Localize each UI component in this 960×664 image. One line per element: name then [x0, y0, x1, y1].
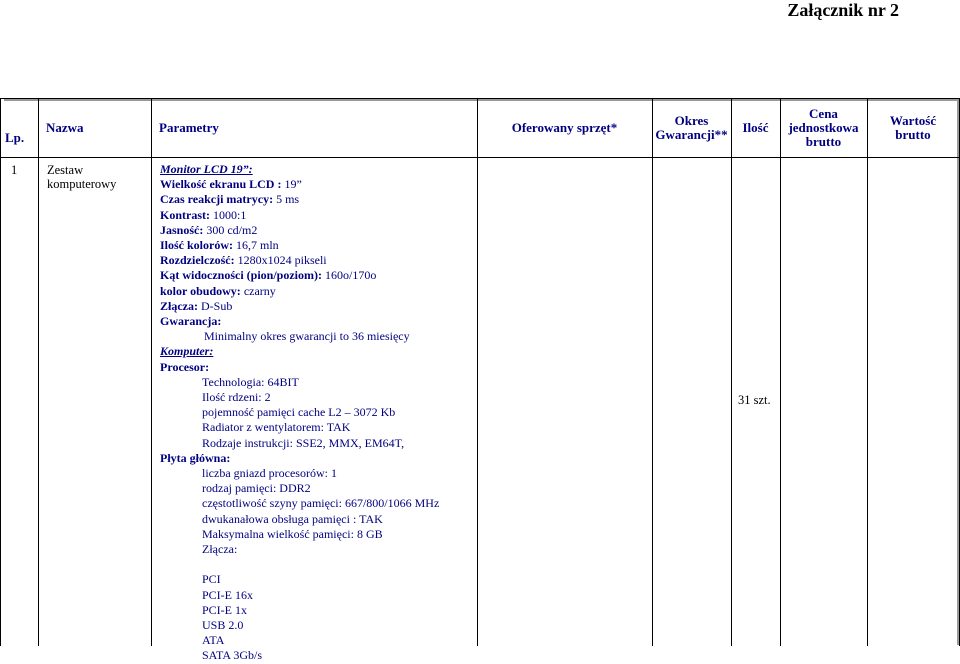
board-item: rodzaj pamięci: DDR2 — [202, 481, 311, 496]
column-divider — [867, 99, 868, 646]
board-item: liczba gniazd procesorów: 1 — [202, 466, 337, 481]
header-price-line1: Cena — [809, 106, 838, 121]
header-value-line2: brutto — [895, 127, 931, 142]
param-warranty-value: Minimalny okres gwarancji to 36 miesięcy — [204, 329, 410, 344]
header-qty: Ilość — [742, 120, 769, 135]
column-divider — [151, 99, 152, 646]
board-item: Maksymalna wielkość pamięci: 8 GB — [202, 526, 383, 541]
header-offered: Oferowany sprzęt* — [511, 120, 618, 135]
cpu-label: Procesor: — [160, 359, 210, 374]
column-divider — [38, 99, 39, 646]
row-name-line2: komputerowy — [47, 177, 117, 191]
header-price-line2: jednostkowa — [788, 120, 859, 135]
param-response: Czas reakcji matrycy: 5 ms — [160, 192, 300, 207]
slot-item: PCI-E 16x — [202, 587, 253, 602]
param-connectors: Złącza: D-Sub — [160, 298, 233, 313]
param-contrast: Kontrast: 1000:1 — [160, 207, 247, 222]
row-name-line1: Zestaw — [47, 163, 84, 177]
spacer — [160, 557, 439, 572]
header-warranty — [652, 99, 731, 157]
header-params: Parametry — [159, 120, 219, 135]
header-name: Nazwa — [46, 120, 84, 135]
param-brightness: Jasność: 300 cd/m2 — [160, 222, 258, 237]
board-item: Złącza: — [202, 542, 238, 557]
cpu-item: Radiator z wentylatorem: TAK — [202, 420, 351, 435]
slot-item: USB 2.0 — [202, 618, 244, 633]
board-item: dwukanałowa obsługa pamięci : TAK — [202, 511, 383, 526]
offer-table — [0, 98, 960, 663]
cpu-item: Technologia: 64BIT — [202, 374, 299, 389]
annex-title: Załącznik nr 2 — [787, 0, 899, 20]
parameters-cell — [160, 162, 439, 664]
cpu-item: pojemność pamięci cache L2 – 3072 Kb — [202, 405, 396, 420]
column-divider — [652, 99, 653, 646]
header-price — [780, 99, 867, 157]
param-screen-size: Wielkość ekranu LCD : 19” — [160, 177, 302, 192]
param-colors: Ilość kolorów: 16,7 mln — [160, 238, 279, 253]
board-label: Płyta główna: — [160, 450, 231, 465]
param-resolution: Rozdzielczość: 1280x1024 pikseli — [160, 253, 327, 268]
header-value-line1: Wartość — [889, 113, 937, 128]
computer-title: Komputer: — [160, 344, 214, 359]
param-warranty-label: Gwarancja: — [160, 314, 222, 329]
header-warranty-line1: Okres — [674, 113, 709, 128]
column-divider — [780, 99, 781, 646]
column-divider — [731, 99, 732, 646]
row-quantity: 31 szt. — [738, 393, 771, 407]
slot-item: PCI — [202, 572, 221, 587]
header-lp: Lp. — [5, 130, 25, 145]
cpu-item: Rodzaje instrukcji: SSE2, MMX, EM64T, — [202, 435, 405, 450]
cpu-item: Ilość rdzeni: 2 — [202, 390, 271, 405]
header-price-line3: brutto — [805, 134, 842, 149]
param-angle: Kąt widoczności (pion/poziom): 160o/170o — [160, 268, 377, 283]
monitor-title: Monitor LCD 19”: — [160, 162, 253, 176]
header-warranty-line2: Gwarancji** — [655, 127, 728, 142]
row-lp: 1 — [11, 163, 18, 177]
slot-item: PCI-E 1x — [202, 602, 247, 617]
column-divider — [477, 99, 478, 646]
param-housing: kolor obudowy: czarny — [160, 283, 276, 298]
slot-item: ATA — [202, 633, 225, 648]
row-name — [47, 163, 116, 191]
slot-item: SATA 3Gb/s — [202, 648, 263, 663]
header-value — [867, 99, 959, 157]
board-item: częstotliwość szyny pamięci: 667/800/1066 MHz — [202, 496, 440, 511]
